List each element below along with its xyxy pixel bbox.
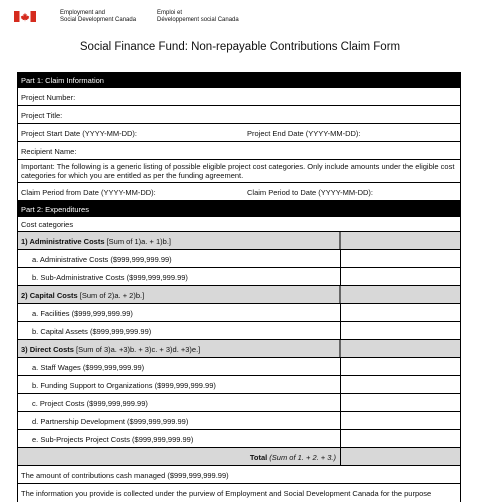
project-start-date-field[interactable]: Project Start Date (YYYY-MM-DD): [21, 129, 137, 138]
direct-costs-e-row [18, 430, 460, 448]
direct-costs-a-input[interactable] [340, 358, 460, 375]
capital-costs-row [18, 286, 460, 304]
claim-period-row [18, 183, 460, 201]
category-sum-note: [Sum of 1)a. + 1)b.] [104, 237, 171, 246]
line-item-label: d. Partnership Development ($999,999,999.99) [32, 417, 189, 426]
project-dates-row [18, 124, 460, 142]
privacy-notice: The information you provide is collected under the purview of Employment and Social Development Canada for the purpose [21, 489, 432, 498]
capital-costs-b-input[interactable] [340, 322, 460, 339]
claim-period-from-field[interactable]: Claim Period from Date (YYYY-MM-DD): [21, 188, 156, 197]
recipient-name-field[interactable]: Recipient Name: [18, 142, 460, 160]
capital-costs-a-input[interactable] [340, 304, 460, 321]
direct-costs-d-input[interactable] [340, 412, 460, 429]
direct-costs-a-row [18, 358, 460, 376]
capital-costs-total-cell [339, 286, 460, 303]
department-name-english: Employment and Social Development Canada [60, 10, 137, 23]
line-item-label: e. Sub-Projects Project Costs ($999,999,999.99) [32, 435, 194, 444]
direct-costs-row [18, 340, 460, 358]
category-sum-note: [Sum of 3)a. +3)b. + 3)c. + 3)d. +3)e.] [73, 345, 201, 354]
category-title: 1) Administrative Costs [21, 237, 105, 246]
total-row [18, 448, 460, 466]
line-item-label: a. Facilities ($999,999,999.99) [32, 309, 133, 318]
administrative-costs-b-input[interactable] [340, 268, 460, 285]
form-title: Social Finance Fund: Non-repayable Contributions Claim Form [79, 41, 401, 53]
line-item-label: a. Administrative Costs ($999,999,999.99) [32, 255, 172, 264]
capital-costs-b-row [18, 322, 460, 340]
part2-heading: Part 2: Expenditures [18, 201, 460, 217]
direct-costs-b-input[interactable] [340, 376, 460, 393]
project-number-field[interactable]: Project Number: [18, 88, 460, 106]
category-title: 2) Capital Costs [21, 291, 78, 300]
category-title: 3) Direct Costs [21, 345, 74, 354]
line-item-label: b. Sub-Administrative Costs ($999,999,999.99) [32, 273, 188, 282]
line-item-label: b. Funding Support to Organizations ($999,999,999.99) [32, 381, 216, 390]
part1-heading: Part 1: Claim Information [18, 72, 460, 88]
administrative-costs-total-cell [339, 232, 460, 249]
line-item-label: b. Capital Assets ($999,999,999.99) [32, 327, 152, 336]
line-item-label: a. Staff Wages ($999,999,999.99) [32, 363, 145, 372]
contributions-cash-managed-row [18, 466, 460, 484]
canada-flag-icon [14, 11, 36, 22]
administrative-costs-a-input[interactable] [340, 250, 460, 267]
administrative-costs-row [18, 232, 460, 250]
government-header [14, 8, 474, 28]
total-value-cell [340, 448, 460, 465]
capital-costs-a-row [18, 304, 460, 322]
total-label: Total [249, 453, 268, 462]
administrative-costs-a-row [18, 250, 460, 268]
total-formula: (Sum of 1. + 2. + 3.) [269, 453, 336, 462]
claim-period-to-field[interactable]: Claim Period to Date (YYYY-MM-DD): [247, 188, 374, 197]
department-name-french: Emploi et Développement social Canada [157, 10, 239, 23]
direct-costs-b-row [18, 376, 460, 394]
claim-form [17, 72, 461, 502]
contributions-cash-managed-label: The amount of contributions cash managed ($999,999,999.99) [21, 471, 229, 480]
cost-categories-label: Cost categories [18, 217, 460, 232]
line-item-label: c. Project Costs ($999,999,999.99) [32, 399, 148, 408]
direct-costs-total-cell [339, 340, 460, 357]
important-note: Important: The following is a generic listing of possible eligible project cost categories. Only include amounts under the eligible cost categories for which you are entitled as per the funding agreement. [18, 160, 460, 183]
administrative-costs-b-row [18, 268, 460, 286]
direct-costs-e-input[interactable] [340, 430, 460, 447]
project-title-field[interactable]: Project Title: [18, 106, 460, 124]
category-sum-note: [Sum of 2)a. + 2)b.] [77, 291, 145, 300]
direct-costs-c-row [18, 394, 460, 412]
direct-costs-c-input[interactable] [340, 394, 460, 411]
direct-costs-d-row [18, 412, 460, 430]
project-end-date-field[interactable]: Project End Date (YYYY-MM-DD): [247, 129, 361, 138]
